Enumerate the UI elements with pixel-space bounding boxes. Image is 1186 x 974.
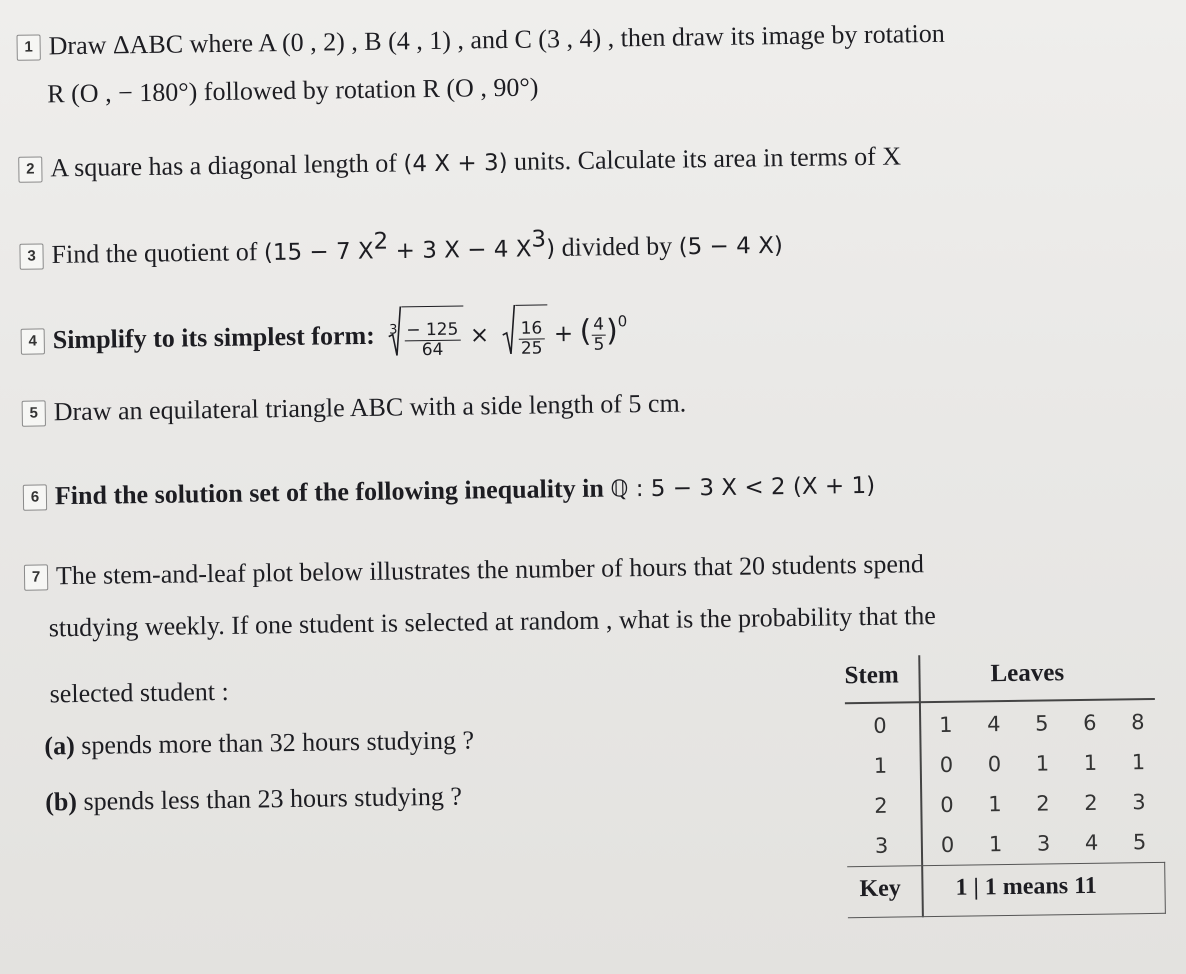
question-7-continued — [49, 599, 937, 645]
question-number-1: 1 — [16, 34, 40, 60]
question-2 — [18, 139, 901, 186]
fraction-3-numerator: 4 — [591, 315, 606, 335]
question-7-line-2: studying weekly. If one student is selected at random , what is the probability that the — [48, 600, 937, 643]
question-number-2: 2 — [18, 156, 42, 182]
question-2-expression: (4 X + 3) — [403, 149, 508, 178]
leaf-value: 3 — [1132, 790, 1146, 815]
leaf-value: 1 — [988, 792, 1002, 817]
question-3-exponent-2: 2 — [373, 228, 389, 255]
fraction-3-denominator: 5 — [593, 334, 605, 355]
stem-and-leaf-plot — [844, 652, 1168, 918]
leaf-value: 5 — [1132, 830, 1147, 855]
leaf-value: 3 — [1036, 831, 1051, 856]
question-6-inequality: : 5 − 3 X < 2 (X + 1) — [628, 472, 876, 503]
stem-value: 2 — [874, 793, 888, 818]
key-label: Key — [859, 875, 902, 903]
question-7-line-3: selected student : — [49, 676, 229, 709]
fraction-4-over-5 — [591, 315, 606, 354]
question-4 — [20, 291, 627, 359]
question-7-intro — [49, 675, 229, 711]
square-root — [501, 304, 548, 368]
leaf-value: 6 — [1083, 710, 1097, 735]
part-a-label: (a) — [44, 731, 75, 761]
question-1-continued — [47, 70, 539, 111]
question-3-dividend-c: ) — [546, 235, 556, 263]
question-2-text-a: A square has a diagonal length of — [50, 148, 404, 183]
open-paren: ( — [579, 313, 592, 349]
part-a-text: spends more than 32 hours studying ? — [74, 725, 475, 761]
question-1-line-1: Draw ΔABC where A (0 , 2) , B (4 , 1) , and C (3 , 4) , then draw its image by rotation — [48, 18, 945, 61]
question-7-part-a — [44, 723, 474, 763]
stem-header: Stem — [844, 661, 899, 690]
plus-sign: + — [553, 321, 574, 348]
question-7-part-b — [45, 780, 462, 820]
leaf-value: 1 — [939, 712, 953, 737]
cube-root-index: 3 — [389, 322, 398, 338]
leaf-value: 1 — [988, 832, 1003, 857]
question-number-5: 5 — [22, 400, 46, 426]
times-sign: × — [469, 322, 490, 349]
question-3-dividend-a: (15 − 7 X — [263, 238, 374, 266]
key-text: 1 | 1 means 11 — [955, 872, 1097, 901]
question-number-3: 3 — [19, 243, 43, 269]
close-paren: ) — [605, 313, 619, 349]
leaf-value: 2 — [1036, 791, 1050, 816]
part-b-text: spends less than 23 hours studying ? — [76, 781, 463, 817]
question-5 — [22, 386, 687, 429]
leaf-value: 2 — [1084, 790, 1098, 815]
leaf-value: 4 — [1084, 830, 1099, 855]
stem-value: 0 — [873, 713, 887, 738]
fraction-1-denominator: 64 — [421, 339, 444, 361]
zero-exponent: 0 — [617, 312, 628, 331]
stem-value: 1 — [873, 753, 888, 778]
leaves-header: Leaves — [990, 659, 1065, 688]
leaf-value: 8 — [1131, 710, 1145, 735]
question-7 — [24, 547, 924, 594]
question-1-line-2: R (O , − 180°) followed by rotation R (O , 90°) — [47, 72, 539, 109]
rational-set-symbol: ℚ — [610, 476, 629, 503]
question-3-dividend-b: + 3 X − 4 X — [388, 236, 532, 265]
question-7-line-1: The stem-and-leaf plot below illustrates the number of hours that 20 students spend — [55, 549, 925, 591]
question-6-text: Find the solution set of the following inequality in — [54, 473, 605, 511]
question-6 — [23, 468, 876, 515]
leaf-value: 0 — [940, 792, 954, 817]
question-number-4: 4 — [21, 328, 45, 354]
radical-sign-icon — [387, 306, 402, 356]
leaf-value: 1 — [1131, 750, 1146, 775]
fraction-neg125-over-64 — [404, 321, 461, 361]
stem-value: 3 — [874, 833, 889, 858]
fraction-16-over-25 — [519, 319, 545, 358]
question-3-divisor: (5 − 4 X) — [678, 232, 784, 261]
cube-root — [387, 305, 464, 369]
question-1 — [16, 17, 945, 64]
leaf-value: 0 — [939, 752, 954, 777]
leaf-value: 1 — [1035, 751, 1050, 776]
leaf-value: 0 — [987, 752, 1002, 777]
question-2-text-b: units. Calculate its area in terms of X — [507, 141, 902, 176]
question-4-text: Simplify to its simplest form: — [52, 320, 376, 355]
leaf-value: 5 — [1035, 711, 1049, 736]
header-divider — [845, 698, 1155, 704]
question-3-exponent-3: 3 — [531, 226, 547, 253]
question-3-text-a: Find the quotient of — [51, 236, 265, 269]
fraction-2-numerator: 16 — [519, 319, 545, 339]
part-b-label: (b) — [44, 787, 78, 817]
question-number-6: 6 — [23, 484, 47, 510]
leaf-value: 4 — [987, 712, 1001, 737]
question-3-text-b: divided by — [554, 231, 679, 262]
radical-sign-icon — [501, 304, 516, 354]
question-3 — [19, 219, 783, 273]
leaf-value: 0 — [940, 832, 955, 857]
fraction-1-numerator: − 125 — [404, 321, 460, 342]
question-5-text: Draw an equilateral triangle ABC with a side length of 5 cm. — [53, 388, 687, 427]
fraction-2-denominator: 25 — [520, 338, 543, 359]
question-number-7: 7 — [24, 564, 48, 590]
leaf-value: 1 — [1083, 750, 1098, 775]
